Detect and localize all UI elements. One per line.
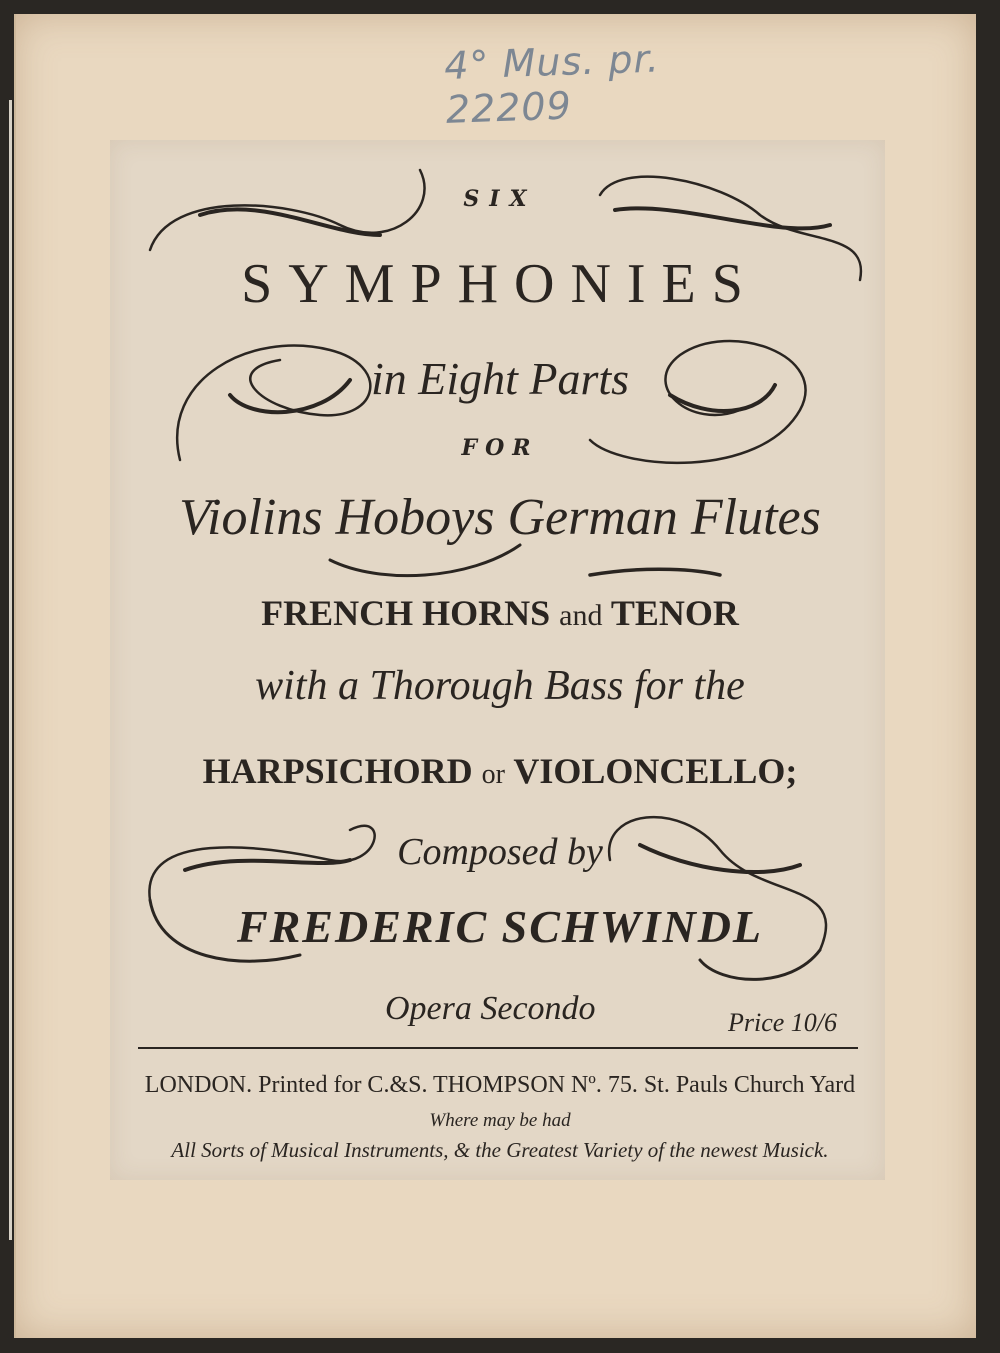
keyboard-part1: HARPSICHORD bbox=[202, 751, 473, 791]
price: Price 10/6 bbox=[728, 1008, 838, 1037]
flourish-instr-right bbox=[590, 569, 720, 575]
divider-rule bbox=[138, 1047, 858, 1049]
subtitle-eight-parts: in Eight Parts bbox=[370, 353, 630, 404]
title-six: SIX bbox=[463, 186, 537, 212]
opus-number: Opera Secondo bbox=[385, 990, 596, 1027]
flourish-low-right-tail bbox=[700, 950, 820, 979]
composed-by: Composed by bbox=[397, 831, 603, 873]
instrument-list: Violins Hoboys German Flutes bbox=[179, 489, 821, 546]
keyboard-part3: VIOLONCELLO; bbox=[513, 751, 798, 791]
flourish-top-left-tail bbox=[200, 209, 380, 235]
where-may-be-had: Where may be had bbox=[429, 1110, 571, 1131]
for-word: FOR bbox=[461, 435, 539, 461]
keyboard-line bbox=[0, 750, 1000, 792]
horns-part2: and bbox=[559, 599, 603, 632]
library-shelfmark: 4° Mus. pr. 22209 bbox=[443, 36, 661, 132]
horns-part3: TENOR bbox=[610, 593, 739, 633]
flourish-instr-left bbox=[330, 545, 520, 576]
publisher-imprint: LONDON. Printed for C.&S. THOMPSON Nº. 75. St. Pauls Church Yard bbox=[144, 1072, 856, 1098]
horns-part1: FRENCH HORNS bbox=[261, 593, 551, 633]
sales-note: All Sorts of Musical Instruments, & the Greatest Variety of the newest Musick. bbox=[171, 1138, 829, 1162]
composer-name: FREDERIC SCHWINDL bbox=[236, 901, 764, 952]
title-symphonies: SYMPHONIES bbox=[241, 253, 759, 315]
keyboard-part2: or bbox=[481, 759, 505, 790]
continuo-line: with a Thorough Bass for the bbox=[255, 663, 745, 709]
horns-line bbox=[0, 592, 1000, 634]
